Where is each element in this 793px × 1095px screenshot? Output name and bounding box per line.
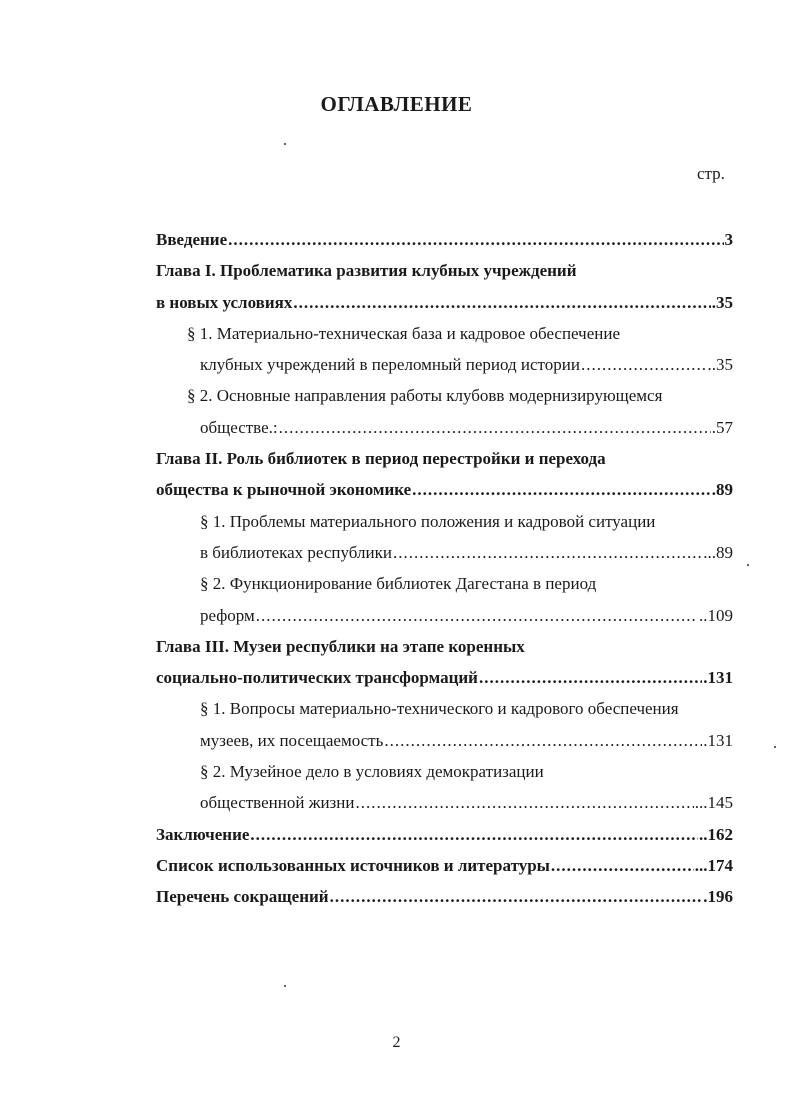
dot-leader <box>228 224 723 255</box>
toc-entry-title: в библиотеках республики <box>200 542 392 562</box>
toc-entry-page: ...89 <box>703 542 733 562</box>
toc-entry-page: .131 <box>703 668 733 688</box>
toc-entry-abbreviations[interactable] <box>0 881 793 912</box>
dot-leader <box>393 537 702 568</box>
dot-leader <box>250 819 698 850</box>
toc-entry-page: ...145 <box>694 793 733 813</box>
toc-entry-title: социально-политических трансформаций <box>156 668 478 688</box>
dot-leader <box>330 881 703 912</box>
toc-entry-title: § 1. Проблемы материального положения и кадровой ситуации <box>200 511 656 531</box>
toc-chapter-2-section-2[interactable] <box>0 568 793 599</box>
dot-leader <box>293 287 710 318</box>
toc-entry-title: музеев, их посещаемость <box>200 730 384 750</box>
toc-entry-page: ...174 <box>694 855 733 875</box>
toc-entry-conclusion[interactable] <box>0 819 793 850</box>
toc-chapter-2-section-1-cont[interactable] <box>0 537 793 568</box>
scan-speck <box>284 143 286 145</box>
toc-entry-title: общественной жизни <box>200 793 355 813</box>
toc-entry-page: .131 <box>703 730 733 750</box>
toc-chapter-1-section-2-cont[interactable] <box>0 412 793 443</box>
toc-entry-title: обществе.: <box>200 417 278 437</box>
toc-entry-title: в новых условиях <box>156 292 293 312</box>
toc-entry-title: § 2. Функционирование библиотек Дагестана в период <box>200 574 597 594</box>
toc-entry-title: Заключение <box>156 824 250 844</box>
toc-chapter-1-heading[interactable] <box>0 255 793 286</box>
dot-leader <box>479 662 702 693</box>
toc-entry-page: ..35 <box>707 355 733 375</box>
toc-entry-title: § 1. Материально-техническая база и кадровое обеспечение <box>187 323 621 343</box>
toc-entry-sources[interactable] <box>0 850 793 881</box>
toc-entry-title: § 2. Музейное дело в условиях демократизации <box>200 762 544 782</box>
toc-chapter-2-heading-cont[interactable] <box>0 474 793 505</box>
toc-entry-page: .57 <box>711 417 733 437</box>
toc-entry-title: Введение <box>156 230 228 249</box>
toc-chapter-2-section-1[interactable] <box>0 506 793 537</box>
toc-entry-title: § 1. Вопросы материально-технического и кадрового обеспечения <box>200 699 679 719</box>
toc-entry-page: ..109 <box>699 605 733 625</box>
page-number: 2 <box>392 1034 401 1051</box>
page-column-header: стр. <box>697 164 725 183</box>
dot-leader <box>581 349 707 380</box>
toc-entry-title: Глава I. Проблематика развития клубных учреждений <box>156 261 577 281</box>
toc-entry-title: Список использованных источников и литературы <box>156 855 550 875</box>
toc-chapter-3-section-1[interactable] <box>0 693 793 724</box>
toc-entry-page: .35 <box>711 292 733 312</box>
toc-chapter-1-section-1-cont[interactable] <box>0 349 793 380</box>
dot-leader <box>279 412 711 443</box>
toc-entry-title: Глава II. Роль библиотек в период перестройки и перехода <box>156 449 606 469</box>
toc-chapter-3-section-2[interactable] <box>0 756 793 787</box>
page-title: ОГЛАВЛЕНИЕ <box>320 92 473 116</box>
toc-entry-title: реформ <box>200 605 255 625</box>
toc-chapter-2-section-2-cont[interactable] <box>0 600 793 631</box>
toc-entry-page: .196 <box>703 887 733 907</box>
toc-entry-title: Перечень сокращений <box>156 887 329 907</box>
toc-chapter-3-section-2-cont[interactable] <box>0 787 793 818</box>
toc-entry-title: общества к рыночной экономике <box>156 480 412 500</box>
scan-speck <box>284 985 286 987</box>
dot-leader <box>551 850 694 881</box>
dot-leader <box>256 600 698 631</box>
toc-chapter-1-heading-cont[interactable] <box>0 287 793 318</box>
toc-chapter-1-section-2[interactable] <box>0 380 793 411</box>
toc-chapter-3-heading[interactable] <box>0 631 793 662</box>
toc-entry-title: § 2. Основные направления работы клубовв модернизирующемся <box>187 386 663 406</box>
dot-leader <box>355 787 693 818</box>
toc-entry-page: 3 <box>724 230 733 249</box>
dot-leader <box>384 725 702 756</box>
toc-entry-page: .89 <box>711 480 733 500</box>
table-of-contents <box>0 224 793 913</box>
toc-chapter-3-section-1-cont[interactable] <box>0 725 793 756</box>
toc-chapter-2-heading[interactable] <box>0 443 793 474</box>
toc-chapter-1-section-1[interactable] <box>0 318 793 349</box>
toc-entry-page: ..162 <box>699 824 733 844</box>
toc-chapter-3-heading-cont[interactable] <box>0 662 793 693</box>
toc-entry-title: клубных учреждений в переломный период истории <box>200 355 580 375</box>
dot-leader <box>412 474 711 505</box>
toc-entry-introduction[interactable] <box>0 224 793 255</box>
toc-entry-title: Глава III. Музеи республики на этапе коренных <box>156 636 525 656</box>
